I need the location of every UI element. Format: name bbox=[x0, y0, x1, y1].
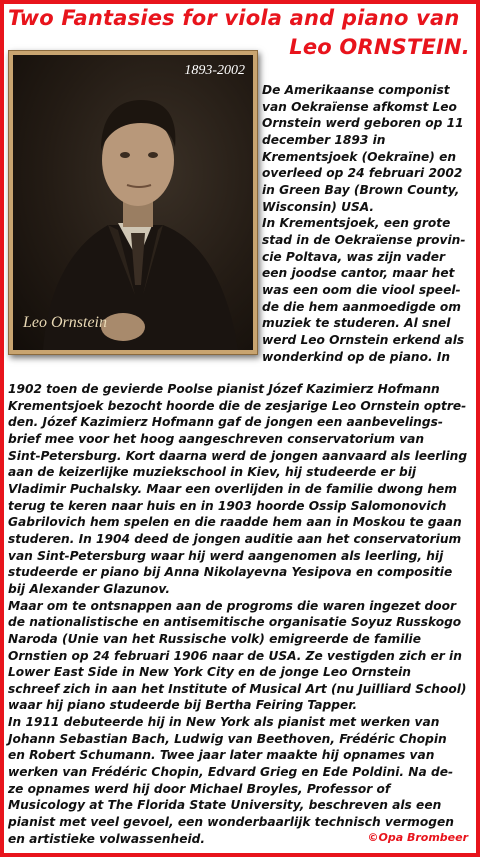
text-line: van Oekraïense afkomst Leo bbox=[262, 99, 457, 114]
intro-column-text bbox=[262, 82, 474, 365]
text-line: Lower East Side in New York City en de jonge Leo Ornstein bbox=[8, 665, 411, 680]
portrait-photo bbox=[13, 55, 253, 350]
text-line: Ornstein werd geboren op 11 bbox=[262, 116, 464, 131]
text-line: december 1893 in bbox=[262, 132, 386, 147]
text-line: een joodse cantor, maar het bbox=[262, 266, 455, 281]
text-line: In Krementsjoek, een grote bbox=[262, 216, 451, 231]
title-line-2: Leo ORNSTEIN. bbox=[289, 35, 470, 59]
text-line: werd Leo Ornstein erkend als bbox=[262, 332, 465, 347]
text-line: van Sint-Petersburg waar hij werd aangenomen als leerling, hij bbox=[8, 548, 444, 563]
text-line: 1902 toen de gevierde Poolse pianist Józef Kazimierz Hofmann bbox=[8, 382, 440, 396]
text-line: Vladimir Puchalsky. Maar een overlijden in de familie dwong hem bbox=[8, 481, 457, 496]
text-line: aan de keizerlijke muziekschool in Kiev, hij studeerde er bij bbox=[8, 465, 417, 480]
text-line: stad in de Oekraïense provin- bbox=[262, 232, 466, 247]
text-line: studeerde er piano bij Anna Nikolayevna Yesipova en compositie bbox=[8, 565, 453, 580]
portrait-figure bbox=[13, 55, 253, 350]
text-line: Naroda (Unie van het Russische volk) emigreerde de familie bbox=[8, 631, 421, 646]
text-line: Musicology at The Florida State University, beschreven als een bbox=[8, 798, 442, 813]
text-line: wonderkind op de piano. In bbox=[262, 349, 451, 364]
text-line: de nationalistische en antisemitische organisatie Soyuz Russkogo bbox=[8, 615, 462, 630]
text-line: ze opnames werd hij door Michael Broyles, Professor of bbox=[8, 781, 391, 796]
text-line: werken van Frédéric Chopin, Edvard Grieg en Ede Poldini. Na de- bbox=[8, 765, 454, 780]
title-line-1: Two Fantasies for viola and piano van bbox=[8, 6, 460, 30]
text-line: Krementsjoek (Oekraïne) en bbox=[262, 149, 457, 164]
text-line: schreef zich in aan het Institute of Musical Art (nu Juilliard School) bbox=[8, 681, 467, 696]
photo-caption: Leo Ornstein bbox=[23, 314, 107, 331]
text-line: waar hij piano studeerde bij Bertha Feiring Tapper. bbox=[8, 698, 358, 713]
text-line: Maar om te ontsnappen aan de progroms die waren ingezet door bbox=[8, 598, 456, 613]
text-line: in Green Bay (Brown County, bbox=[262, 182, 460, 197]
text-line: Ornstien op 24 februari 1906 naar de USA. Ze vestigden zich er in bbox=[8, 648, 462, 663]
text-line: pianist met veel gevoel, een wonderbaarlijk technisch vermogen bbox=[8, 815, 454, 830]
biography-text bbox=[8, 381, 474, 847]
text-line: Gabrilovich hem spelen en die raadde hem aan in Moskou te gaan bbox=[8, 515, 462, 530]
text-line: overleed op 24 februari 2002 bbox=[262, 166, 463, 181]
text-line: was een oom die viool speel- bbox=[262, 282, 461, 297]
text-line: Wisconsin) USA. bbox=[262, 199, 375, 214]
text-line: en Robert Schumann. Twee jaar later maakte hij opnames van bbox=[8, 748, 435, 763]
text-line: muziek te studeren. Al snel bbox=[262, 316, 451, 331]
text-line: terug te keren naar huis en in 1903 hoorde Ossip Salomonovich bbox=[8, 498, 447, 513]
portrait-photo-frame bbox=[8, 50, 258, 355]
text-line: Krementsjoek bezocht hoorde die de zesjarige Leo Ornstein optre- bbox=[8, 398, 467, 413]
text-line: In 1911 debuteerde hij in New York als pianist met werken van bbox=[8, 715, 440, 730]
credit-signature: ©Opa Brombeer bbox=[367, 831, 468, 844]
photo-years-label: 1893-2002 bbox=[184, 63, 245, 78]
text-line: Johann Sebastian Bach, Ludwig van Beethoven, Frédéric Chopin bbox=[8, 731, 447, 746]
text-line: de die hem aanmoedigde om bbox=[262, 299, 461, 314]
text-line: studeren. In 1904 deed de jongen auditie aan het conservatorium bbox=[8, 531, 462, 546]
text-line: De Amerikaanse componist bbox=[262, 83, 450, 97]
text-line: brief mee voor het hoog aangeschreven conservatorium van bbox=[8, 431, 425, 446]
text-line: Sint-Petersburg. Kort daarna werd de jongen aanvaard als leerling bbox=[8, 448, 468, 463]
text-line: den. Józef Kazimierz Hofmann gaf de jongen een aanbevelings- bbox=[8, 415, 443, 430]
text-line: bij Alexander Glazunov. bbox=[8, 581, 171, 596]
text-line: en artistieke volwassenheid. bbox=[8, 831, 206, 846]
text-line: cie Poltava, was zijn vader bbox=[262, 249, 446, 264]
